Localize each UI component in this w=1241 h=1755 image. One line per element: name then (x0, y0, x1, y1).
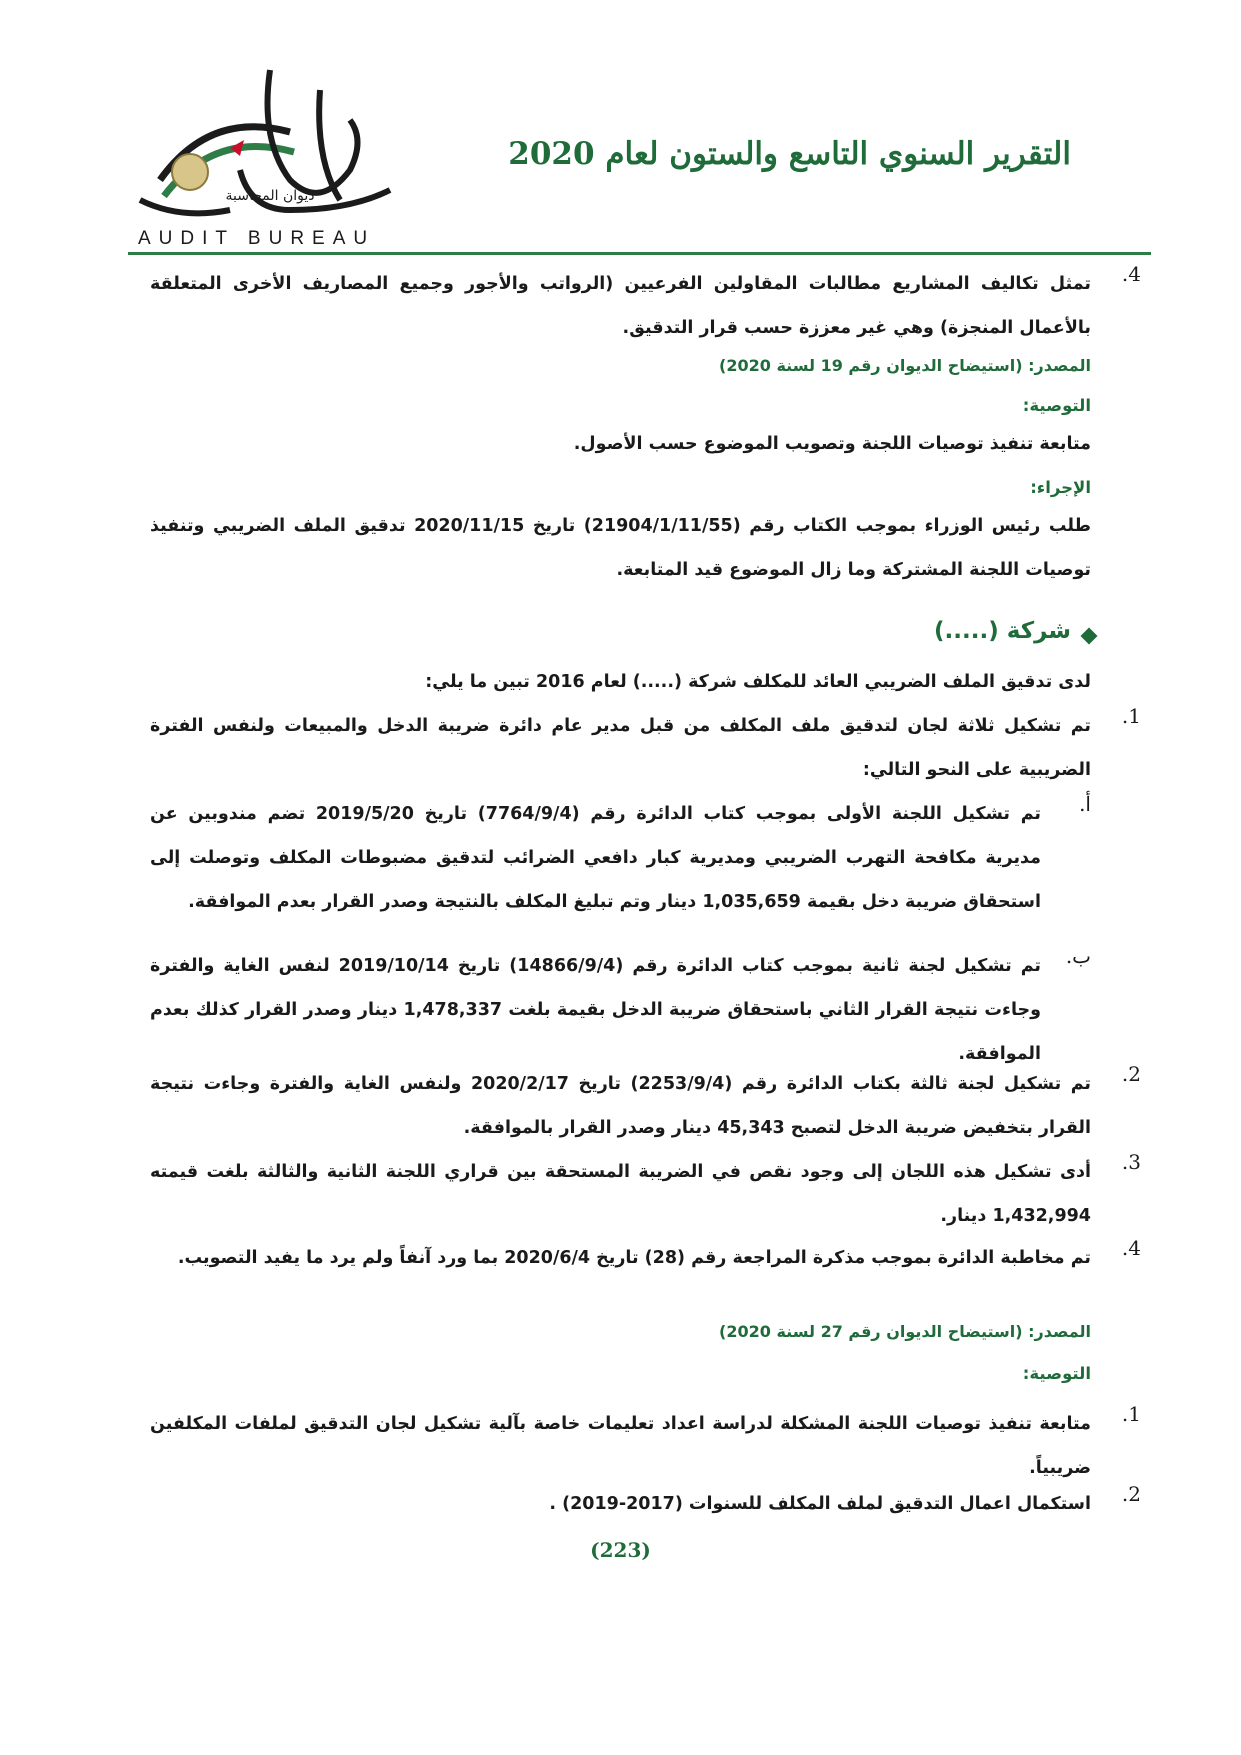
company-heading: شركة (.....) (934, 618, 1071, 644)
recommendation-item: متابعة تنفيذ توصيات اللجنة المشكلة لدراسة اعداد تعليمات خاصة بآلية تشكيل لجان التدقيق لملفات المكلفين ضريبياً. (150, 1414, 1091, 1478)
bullet-diamond-icon (1081, 628, 1098, 645)
recommendation-text: متابعة تنفيذ توصيات اللجنة وتصويب الموضوع حسب الأصول. (573, 434, 1091, 454)
finding-subitem: تم تشكيل اللجنة الأولى بموجب كتاب الدائرة رقم (7764/9/4) تاريخ 2019/5/20 تضم مندوبين عن مديرية مكافحة التهرب الضريبي ومديرية كبار دافعي الضرائب لتدقيق مضبوطات المكلف وتوصلت إلى استحقاق ضريبة دخل بقيمة 1,035,659 دينار وتم تبليغ المكلف بالنتيجة وصدر القرار بعدم الموافقة. (150, 804, 1041, 912)
recommendation-heading: التوصية: (1022, 1364, 1091, 1383)
finding-item: تم مخاطبة الدائرة بموجب مذكرة المراجعة رقم (28) تاريخ 2020/6/4 بما ورد آنفاً ولم يرد ما يفيد التصويب. (177, 1248, 1091, 1268)
item-number: 4. (1121, 1236, 1141, 1260)
findings-intro: لدى تدقيق الملف الضريبي العائد للمكلف شركة (.....) لعام 2016 تبين ما يلي: (425, 672, 1091, 692)
item-text: تمثل تكاليف المشاريع مطالبات المقاولين الفرعيين (الرواتب والأجور وجميع المصاريف الأخرى المتعلقة بالأعمال المنجزة) وهي غير معززة حسب قرار التدقيق. (150, 274, 1091, 338)
report-title (508, 136, 1071, 172)
item-number: 4. (1121, 262, 1141, 286)
subitem-letter: ب. (1065, 944, 1091, 968)
finding-subitem: تم تشكيل لجنة ثانية بموجب كتاب الدائرة رقم (14866/9/4) تاريخ 2019/10/14 لنفس الغاية والفترة وجاءت نتيجة القرار الثاني باستحقاق ضريبة الدخل بقيمة بلغت 1,478,337 دينار وصدر القرار كذلك بعدم الموافقة. (150, 956, 1042, 1064)
finding-item: تم تشكيل ثلاثة لجان لتدقيق ملف المكلف من قبل مدير عام دائرة ضريبة الدخل والمبيعات ولنفس الفترة الضريبية على النحو التالي: (150, 716, 1091, 780)
item-number: 2. (1121, 1482, 1141, 1506)
logo-latin-text: AUDIT BUREAU (138, 228, 376, 249)
item-number: 1. (1121, 704, 1141, 728)
logo-arabic-text: ديوان المحاسبة (225, 188, 315, 204)
action-heading: الإجراء: (1030, 478, 1091, 497)
subitem-letter: أ. (1079, 792, 1091, 816)
header-rule (128, 252, 1151, 255)
audit-bureau-logo (120, 60, 420, 256)
item-number: 1. (1121, 1402, 1141, 1426)
recommendation-item: استكمال اعمال التدقيق لملف المكلف للسنوات (2017-2019) . (549, 1494, 1091, 1514)
finding-item: أدى تشكيل هذه اللجان إلى وجود نقص في الضريبة المستحقة بين قراري اللجنة الثانية والثالثة بلغت قيمته 1,432,994 دينار. (150, 1162, 1091, 1226)
source-note: المصدر: (استيضاح الديوان رقم 19 لسنة 2020) (719, 356, 1091, 375)
source-note: المصدر: (استيضاح الديوان رقم 27 لسنة 2020) (719, 1322, 1091, 1341)
finding-item: تم تشكيل لجنة ثالثة بكتاب الدائرة رقم (2253/9/4) تاريخ 2020/2/17 ولنفس الغاية والفترة وجاءت نتيجة القرار بتخفيض ضريبة الدخل لتصبح 45,343 دينار وصدر القرار بالموافقة. (150, 1074, 1091, 1138)
report-year: 2020 (508, 136, 595, 172)
item-number: 3. (1121, 1150, 1141, 1174)
item-number: 2. (1121, 1062, 1141, 1086)
action-text: طلب رئيس الوزراء بموجب الكتاب رقم (21904/1/11/55) تاريخ 2020/11/15 تدقيق الملف الضريبي وتنفيذ توصيات اللجنة المشتركة وما زال الموضوع قيد المتابعة. (150, 516, 1091, 580)
report-title-text: التقرير السنوي التاسع والستون لعام (605, 136, 1071, 172)
recommendation-heading: التوصية: (1022, 396, 1091, 415)
page-number: (223) (590, 1538, 651, 1562)
